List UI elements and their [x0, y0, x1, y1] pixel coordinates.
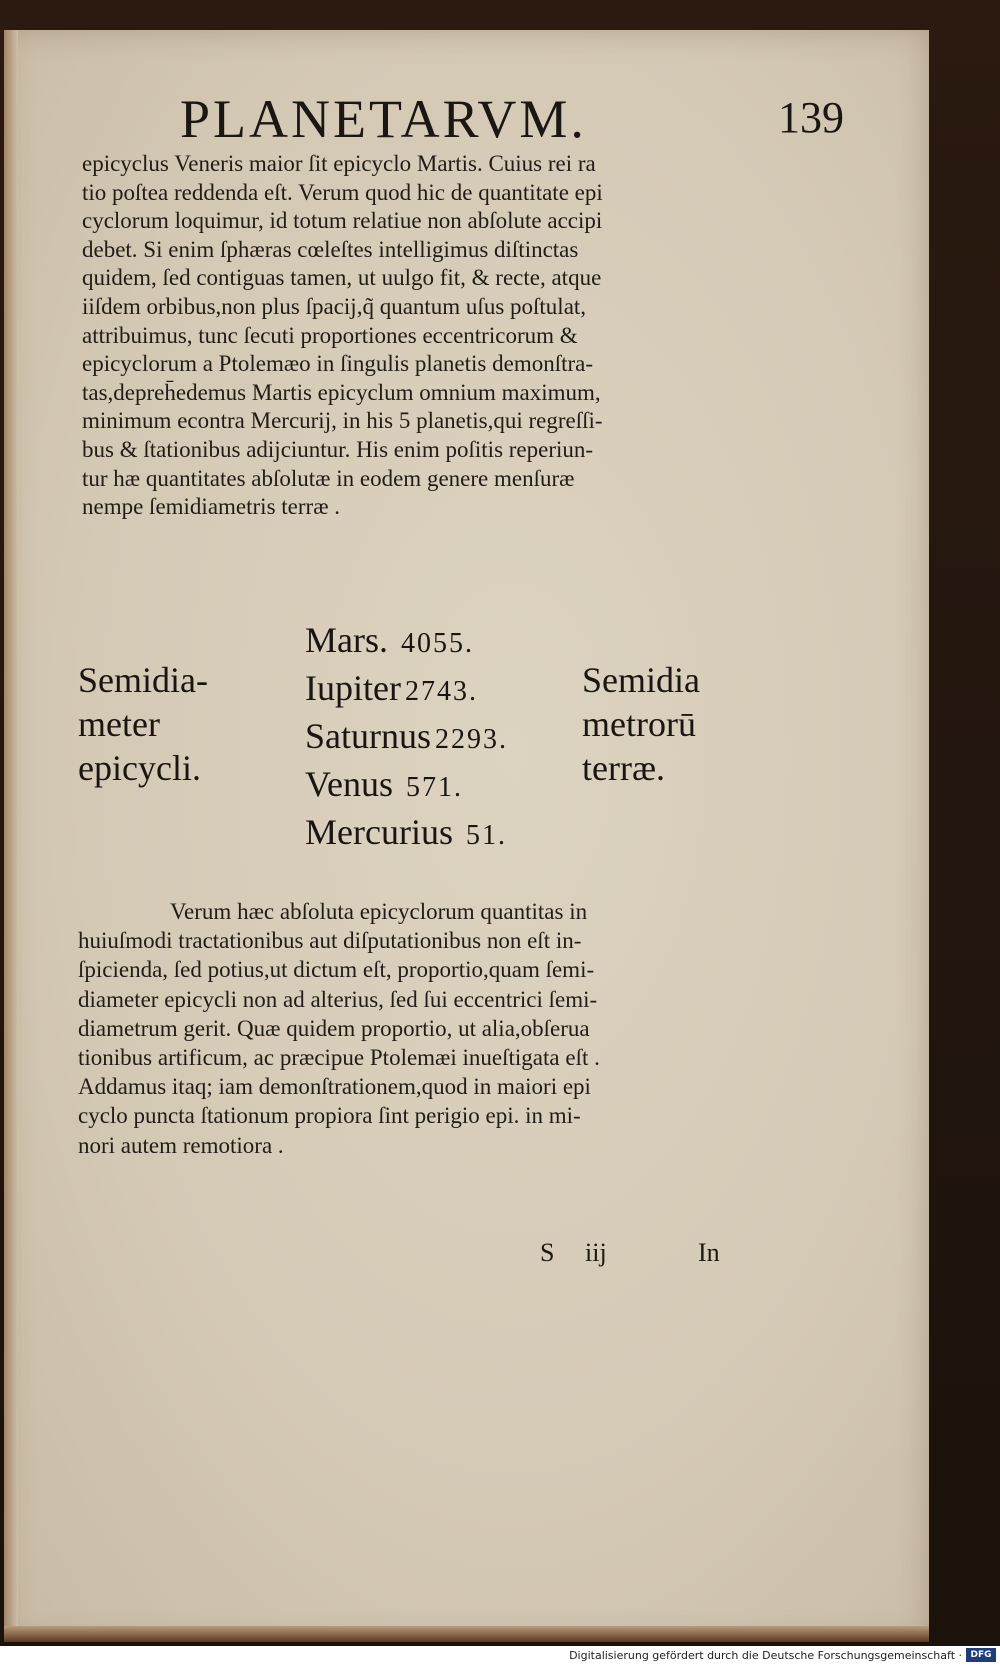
planet-value: 51. — [465, 820, 507, 851]
running-head: PLANETARVM. — [180, 89, 587, 149]
planet-name: Mercurius — [305, 812, 453, 852]
planet-value: 4055. — [401, 628, 474, 659]
text-line: Addamus itaq; iam demonſtrationem,quod in maiori epi — [78, 1074, 591, 1100]
text-line: tur hæ quantitates abſolutæ in eodem genere menſuræ — [82, 465, 575, 491]
text-line: cyclo puncta ſtationum propiora ſint perigio epi. in mi- — [78, 1103, 581, 1129]
label-line: meter — [78, 704, 160, 744]
page-number: 139 — [778, 93, 844, 142]
label-line: epicycli. — [78, 748, 201, 788]
text-line: ſpicienda, ſed potius,ut dictum eſt, proportio,quam ſemi- — [78, 957, 595, 983]
paragraph-1 — [82, 150, 732, 522]
text-line: attribuimus, tunc ſecuti proportiones eccentricorum & — [82, 322, 578, 348]
planet-value: 2743. — [404, 676, 478, 707]
text-line: nori autem remotiora . — [78, 1132, 284, 1158]
label-line: terræ. — [582, 748, 665, 788]
paragraph-2 — [78, 897, 733, 1160]
planet-name: Mars. — [305, 620, 388, 660]
planet-name: Iupiter — [305, 668, 401, 708]
text-line: diameter epicycli non ad alterius, ſed ſui eccentrici ſemi- — [78, 986, 598, 1012]
signature-number: iij — [585, 1238, 607, 1267]
text-line: bus & ſtationibus adijciuntur. His enim poſitis reperiun- — [82, 436, 594, 462]
dfg-logo: DFG — [966, 1648, 996, 1662]
text-line: debet. Si enim ſphæras cœleſtes intelligimus diſtinctas — [82, 236, 579, 262]
text-line: nempe ſemidiametris terræ . — [82, 494, 341, 520]
catchword: In — [698, 1238, 720, 1267]
text-line: diametrum gerit. Quæ quidem proportio, ut alia,obſerua — [78, 1015, 590, 1041]
label-line: Semidia- — [78, 660, 208, 700]
table-row — [305, 762, 508, 810]
text-line: quidem, ſed contiguas tamen, ut uulgo fit, & recte, atque — [82, 265, 602, 291]
planet-name: Venus — [305, 764, 393, 804]
text-line: huiuſmodi tractationibus aut diſputationibus non eſt in- — [78, 928, 582, 954]
text-line: iiſdem orbibus,non plus ſpacij,q̃ quantum uſus poſtulat, — [82, 293, 587, 319]
table-right-label — [582, 658, 700, 790]
label-line: metrorū — [582, 704, 696, 744]
planet-value: 571. — [406, 772, 463, 803]
table-row — [305, 714, 508, 762]
planet-table — [305, 618, 508, 858]
planet-name: Saturnus — [305, 716, 431, 756]
text-line: epicyclus Veneris maior ſit epicyclo Martis. Cuius rei ra — [82, 151, 596, 176]
text-line: tas,depreh̄edemus Martis epicyclum omnium maximum, — [82, 379, 601, 405]
table-left-label — [78, 658, 208, 790]
funding-credit: Digitalisierung gefördert durch die Deutsche Forschungsgemeinschaft · — [569, 1649, 962, 1662]
text-line: epicyclorum a Ptolemæo in ſingulis planetis demonſtra- — [82, 351, 594, 377]
text-line: tionibus artificum, ac præcipue Ptolemæi inueſtigata eſt . — [78, 1045, 600, 1071]
page-left-edge — [4, 30, 18, 1642]
signature-mark: S — [540, 1238, 555, 1267]
page-bottom-edge — [4, 1626, 929, 1642]
text-line: tio poſtea reddenda eſt. Verum quod hic de quantitate epi — [82, 179, 603, 205]
text-line: minimum econtra Mercurij, in his 5 planetis,qui regreſſi- — [82, 408, 603, 434]
label-line: Semidia — [582, 660, 700, 700]
text-line: Verum hæc abſoluta epicyclorum quantitas in — [170, 899, 588, 924]
table-row — [305, 810, 508, 858]
text-line: cyclorum loquimur, id totum relatiue non abſolute accipi — [82, 208, 603, 234]
table-row — [305, 618, 508, 666]
table-row — [305, 666, 508, 714]
planet-value: 2293. — [435, 724, 508, 755]
